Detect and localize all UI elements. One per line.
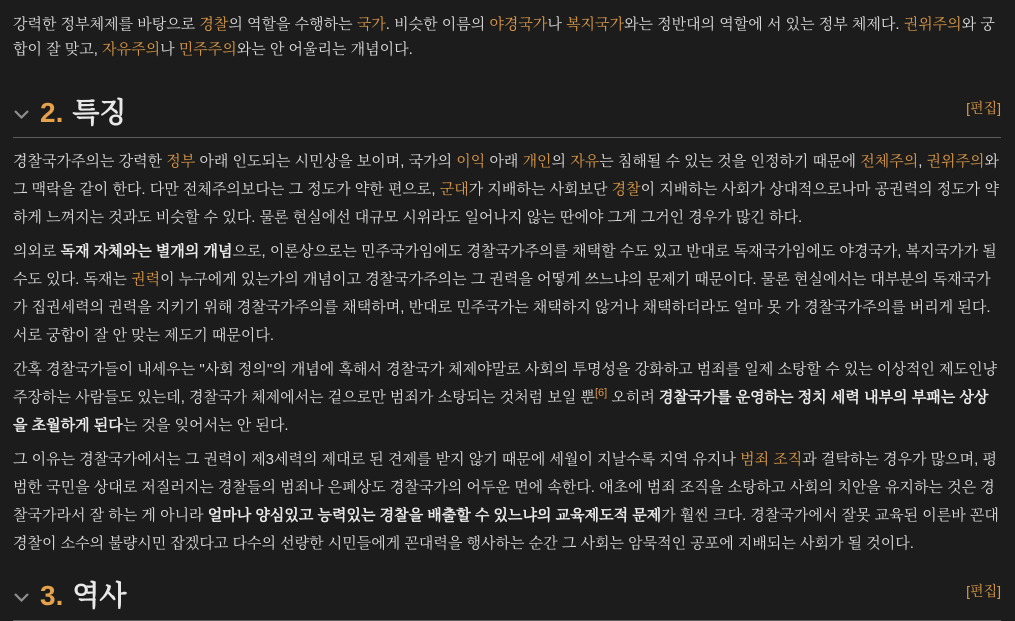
- wiki-link[interactable]: 경찰: [611, 181, 641, 198]
- section-title: 역사: [72, 580, 127, 611]
- bold-text: 경찰국가를 운영하는 정치 세력 내부의 부패는 상상을 초월하게 된다: [13, 389, 989, 434]
- section-heading-link[interactable]: [40, 579, 126, 613]
- bold-text: 독재 자체와는 별개의 개념: [60, 243, 233, 260]
- section-features: [13, 96, 1001, 558]
- wiki-link[interactable]: 민주주의: [178, 41, 237, 58]
- edit-link[interactable]: [편집]: [966, 100, 1001, 116]
- wiki-link[interactable]: 개인: [522, 153, 552, 170]
- bold-text: 얼마나 양심있고 능력있는 경찰을 배출할 수 있느냐의 교육제도적 문제: [207, 507, 662, 524]
- edit-link[interactable]: [편집]: [966, 583, 1001, 599]
- wiki-link[interactable]: 권위주의: [926, 153, 985, 170]
- section-heading-row: [13, 96, 1001, 130]
- chevron-down-icon[interactable]: [13, 592, 30, 603]
- wiki-link[interactable]: 권위주의: [903, 16, 962, 33]
- footnote-ref-link[interactable]: [6]: [594, 387, 608, 399]
- paragraph: 의외로 독재 자체와는 별개의 개념으로, 이론상으로는 민주국가임에도 경찰국가주의를 채택할 수도 있고 반대로 독재국가임에도 야경국가, 복지국가가 될 수도 있다. 독재는 권력이 누구에게 있는가의 개념이고 경찰국가주의는 그 권력을 어떻게 쓰느냐의 문제기 때문이다. 물론 현실에서는 대부분의 독재국가가 집권세력의 권력을 지키기 위해 경찰국가주의를 채택하며, 반대로 민주국가는 채택하지 않거나 채택하더라도 얼마 못 가 경찰국가주의를 버리게 된다. 서로 궁합이 잘 안 맞는 제도기 때문이다.: [13, 243, 997, 344]
- wiki-link[interactable]: 군대: [439, 181, 469, 198]
- wiki-link[interactable]: 자유: [570, 153, 600, 170]
- section-title: 특징: [72, 97, 127, 128]
- wiki-link[interactable]: 전체주의: [860, 153, 919, 170]
- paragraph: 간혹 경찰국가들이 내세우는 "사회 정의"의 개념에 혹해서 경찰국가 체제야말로 사회의 투명성을 강화하고 범죄를 일제 소탕할 수 있는 이상적인 제도인냥 주장하는 사람들도 있는데, 경찰국가 체제에서는 겉으로만 범죄가 소탕되는 것처럼 보일 뿐[6] 오히려 경찰국가를 운영하는 정치 세력 내부의 부패는 상상을 초월하게 된다는 것을 잊어서는 안 된다.: [13, 361, 998, 434]
- section-divider: [13, 137, 1001, 138]
- section-heading: [13, 579, 126, 613]
- section-history: [13, 579, 1001, 621]
- paragraph: 그 이유는 경찰국가에서는 그 권력이 제3세력의 제대로 된 견제를 받지 않기 때문에 세월이 지날수록 지역 유지나 범죄 조직과 결탁하는 경우가 많으며, 평범한 국민을 상대로 저질러지는 경찰들의 범죄나 은폐상도 경찰국가의 어두운 면에 속한다. 애초에 범죄 조직을 소탕하고 사회의 치안을 유지하는 것은 경찰국가라서 잘 하는 게 아니라 얼마나 양심있고 능력있는 경찰을 배출할 수 있느냐의 교육제도적 문제가 훨씬 크다. 경찰국가에서 잘못 교육된 이른바 꼰대경찰이 소수의 불량시민 잡겠다고 다수의 선량한 시민들에게 꼰대력을 행사하는 순간 그 사회는 암묵적인 공포에 지배되는 사회가 될 것이다.: [13, 451, 999, 552]
- intro-paragraph: 강력한 정부체제를 바탕으로 경찰의 역할을 수행하는 국가. 비슷한 이름의 야경국가나 복지국가와는 정반대의 역할에 서 있는 정부 체제다. 권위주의와 궁합이 잘 맞고, 자유주의나 민주주의와는 안 어울리는 개념이다.: [13, 16, 995, 58]
- wiki-link[interactable]: 야경국가: [489, 16, 548, 33]
- wiki-link[interactable]: 자유주의: [102, 41, 161, 58]
- section-heading-link[interactable]: [40, 96, 126, 130]
- wiki-link[interactable]: 경찰: [199, 16, 229, 33]
- section-heading-row: [13, 579, 1001, 613]
- chevron-down-icon[interactable]: [13, 109, 30, 120]
- wiki-link[interactable]: 복지국가: [566, 16, 625, 33]
- wiki-link[interactable]: 정부: [166, 153, 196, 170]
- section-heading: [13, 96, 126, 130]
- wiki-link[interactable]: 권력: [131, 271, 161, 288]
- section-number: 3.: [40, 580, 64, 611]
- paragraph: 경찰국가주의는 강력한 정부 아래 인도되는 시민상을 보이며, 국가의 이익 아래 개인의 자유는 침해될 수 있는 것을 인정하기 때문에 전체주의, 권위주의와 그 맥락을 같이 한다. 다만 전체주의보다는 그 정도가 약한 편으로, 군대가 지배하는 사회보단 경찰이 지배하는 사회가 상대적으로나마 공권력의 정도가 약하게 느껴지는 것과도 비슷할 수 있다. 물론 현실에선 대규모 시위라도 일어나지 않는 딴에야 그게 그거인 경우가 많긴 하다.: [13, 153, 999, 226]
- wiki-link[interactable]: 이익: [456, 153, 486, 170]
- wiki-link[interactable]: 범죄 조직: [740, 451, 803, 468]
- wiki-link[interactable]: 국가: [356, 16, 386, 33]
- section-number: 2.: [40, 97, 64, 128]
